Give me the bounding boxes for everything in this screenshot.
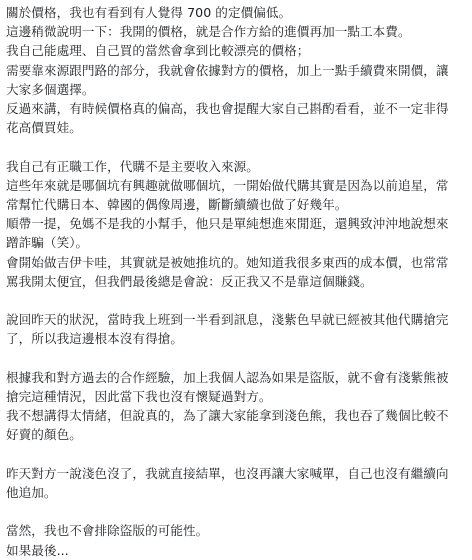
post-text-line: 搶完這種情況，因此當下我也沒有懷疑過對方。 [6, 389, 272, 405]
post-text-line: 蹭詐騙（笑）。 [6, 235, 89, 251]
post-text-line: 我不想講得太情緒，但說真的，為了讓大家能拿到淺色熊，我也吞了幾個比較不 [6, 408, 449, 424]
post-text-line: 了，所以我這邊根本沒有得搶。 [6, 331, 184, 347]
post-paragraph-yesterday [6, 310, 468, 348]
post-paragraph-order-closed [6, 464, 468, 502]
post-paragraph-pricing [6, 3, 468, 137]
post-text-line: 罵我開太便宜，但我們最後總是會說：反正我又不是靠這個賺錢。 [6, 273, 373, 289]
post-paragraph-experience [6, 368, 468, 445]
post-text-line: 說回昨天的狀況，當時我上班到一半看到訊息，淺紫色早就已經被其他代購搶完 [6, 312, 449, 328]
post-text-line: 根據我和對方過去的合作經驗，加上我個人認為如果是盜版，就不會有淺紫熊被 [6, 369, 449, 385]
post-text-line: 昨天對方一說淺色沒了，我就直接結單，也沒再讓大家喊單，自己也沒有繼續向 [6, 465, 449, 481]
post-text-line: 這些年來就是哪個坑有興趣就做哪個坑，一開始做代購其實是因為以前追星，常 [6, 177, 449, 193]
post-text-line: 我自己有正職工作，代購不是主要收入來源。 [6, 158, 259, 174]
post-text-line: 這邊稍微說明一下：我開的價格，就是合作方給的進價再加一點工本費。 [6, 24, 411, 40]
post-text-line: 他追加。 [6, 485, 57, 501]
post-text-line: 當然，我也不會排除盜版的可能性。 [6, 523, 209, 539]
post-text-line: 需要靠來源跟門路的部分，我就會依據對方的價格，加上一點手續費來開價，讓 [6, 62, 449, 78]
post-paragraph-conclusion [6, 521, 468, 559]
post-text-line: 反過來講，有時候價格真的偏高，我也會提醒大家自己斟酌看看，並不一定非得 [6, 101, 449, 117]
post-text-line: 我自己能處理、自己買的當然會拿到比較漂亮的價格； [6, 43, 310, 59]
post-text-line: 順帶一提，免媽不是我的小幫手，他只是單純想進來閒逛，還興致沖沖地說想來 [6, 216, 449, 232]
post-text-line: 常幫忙代購日本、韓國的偶像周邊，斷斷續續也做了好幾年。 [6, 197, 348, 213]
post-text-line: 大家多個選擇。 [6, 81, 95, 97]
post-text-line: 好賣的顏色。 [6, 427, 82, 443]
post-text-line: 關於價格，我也有看到有人覺得 700 的定價偏低。 [6, 5, 292, 20]
post-text-line: 花高價買娃。 [6, 120, 82, 136]
post-paragraph-background [6, 157, 468, 291]
post-text-line: 會開始做吉伊卡哇，其實就是被她推坑的。她知道我很多東西的成本價，也常常 [6, 254, 449, 270]
post-text-line: 如果最後... [6, 542, 69, 558]
